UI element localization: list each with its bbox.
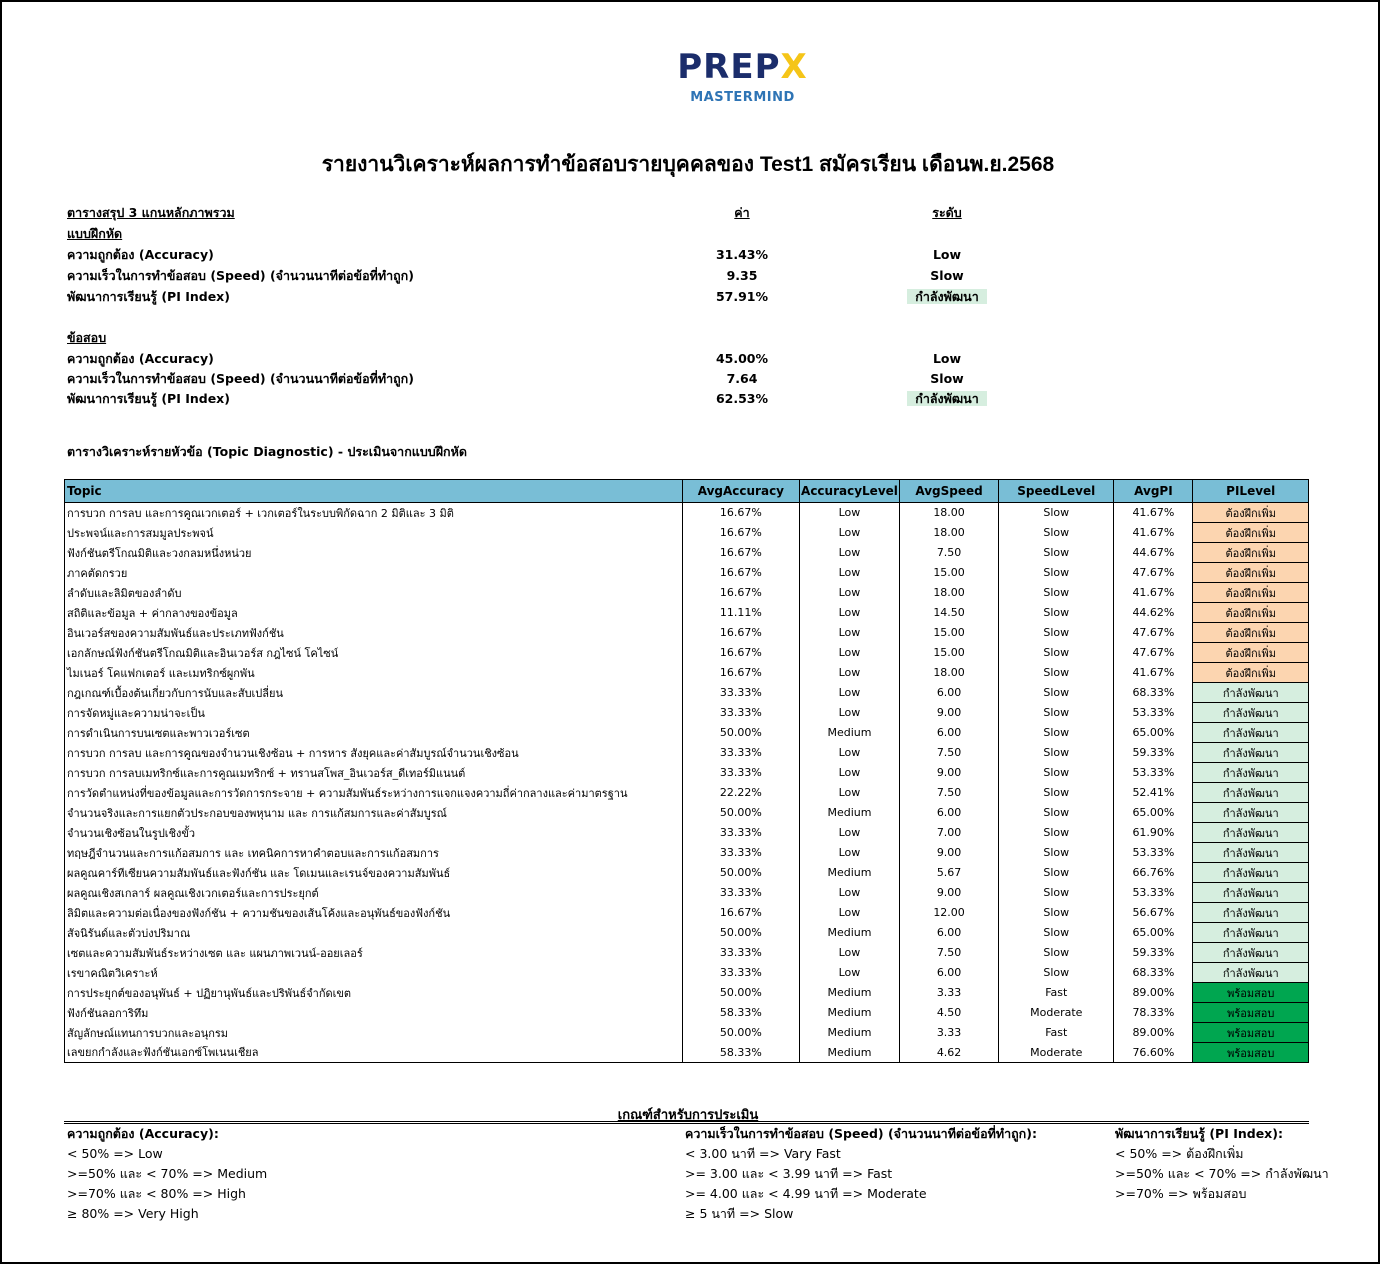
pi-level-cell: ต้องฝึกเพิ่ม <box>1193 563 1309 583</box>
pi-level-cell: กำลังพัฒนา <box>1193 783 1309 803</box>
table-row <box>65 663 1309 683</box>
criteria-accuracy <box>67 1124 267 1224</box>
criteria-item: >= 3.00 และ < 3.99 นาที => Fast <box>685 1166 893 1181</box>
summary-row <box>67 286 1027 307</box>
logo-wordmark <box>655 47 830 87</box>
table-row <box>65 743 1309 763</box>
criteria-accuracy-list <box>67 1144 267 1224</box>
avg-pi-cell: 89.00% <box>1114 1023 1193 1043</box>
column-header-avg-accuracy: AvgAccuracy <box>682 480 799 503</box>
prepx-logo <box>655 47 830 105</box>
speed-level-cell: Slow <box>999 563 1114 583</box>
topic-cell: ผลคูณคาร์ทีเซียนความสัมพันธ์และฟังก์ชัน และ โดเมนและเรนจ์ของความสัมพันธ์ <box>65 863 683 883</box>
table-row <box>65 903 1309 923</box>
avg-accuracy-cell: 33.33% <box>682 703 799 723</box>
criteria-item: >=70% และ < 80% => High <box>67 1186 246 1201</box>
avg-pi-cell: 89.00% <box>1114 983 1193 1003</box>
avg-accuracy-cell: 50.00% <box>682 923 799 943</box>
summary-spacer <box>67 307 1027 327</box>
summary-metric-label: ความถูกต้อง (Accuracy) <box>67 247 214 262</box>
summary-section <box>67 202 1027 408</box>
pi-level-cell: กำลังพัฒนา <box>1193 703 1309 723</box>
accuracy-level-cell: Low <box>800 823 900 843</box>
pi-level-cell: กำลังพัฒนา <box>1193 843 1309 863</box>
topic-cell: ไมเนอร์ โคแฟกเตอร์ และเมทริกซ์ผูกพัน <box>65 663 683 683</box>
table-row <box>65 1023 1309 1043</box>
pi-level-cell: กำลังพัฒนา <box>1193 803 1309 823</box>
pi-level-cell: กำลังพัฒนา <box>1193 943 1309 963</box>
diagnostic-title: ตารางวิเคราะห์รายหัวข้อ (Topic Diagnostic) - ประเมินจากแบบฝึกหัด <box>67 444 467 459</box>
summary-metric-value: 7.64 <box>726 371 758 386</box>
summary-row <box>67 348 1027 368</box>
pi-level-cell: กำลังพัฒนา <box>1193 923 1309 943</box>
summary-section-title-row <box>67 327 1027 348</box>
avg-speed-cell: 6.00 <box>899 803 998 823</box>
pi-level-cell: ต้องฝึกเพิ่ม <box>1193 583 1309 603</box>
accuracy-level-cell: Low <box>800 563 900 583</box>
avg-accuracy-cell: 16.67% <box>682 623 799 643</box>
table-row <box>65 983 1309 1003</box>
pi-level-cell: กำลังพัฒนา <box>1193 863 1309 883</box>
avg-accuracy-cell: 33.33% <box>682 943 799 963</box>
criteria-item: >=50% และ < 70% => กำลังพัฒนา <box>1115 1166 1329 1181</box>
accuracy-level-cell: Low <box>800 783 900 803</box>
criteria-item: ≥ 80% => Very High <box>67 1206 199 1221</box>
topic-cell: การวัดตำแหน่งที่ของข้อมูลและการวัดการกระจาย + ความสัมพันธ์ระหว่างการแจกแจงความถี่ค่ากลางและค่ามาตรฐาน <box>65 783 683 803</box>
avg-speed-cell: 6.00 <box>899 963 998 983</box>
topic-cell: การบวก การลบ และการคูณของจำนวนเชิงซ้อน + การหาร สังยุคและค่าสัมบูรณ์จำนวนเชิงซ้อน <box>65 743 683 763</box>
table-row <box>65 1003 1309 1023</box>
table-header-row <box>65 480 1309 503</box>
pi-level-cell: กำลังพัฒนา <box>1193 723 1309 743</box>
avg-pi-cell: 68.33% <box>1114 683 1193 703</box>
summary-metric-level: Low <box>932 351 962 366</box>
topic-cell: สถิติและข้อมูล + ค่ากลางของข้อมูล <box>65 603 683 623</box>
avg-pi-cell: 68.33% <box>1114 963 1193 983</box>
avg-speed-cell: 18.00 <box>899 523 998 543</box>
level-header: ระดับ <box>932 205 962 220</box>
table-row <box>65 823 1309 843</box>
avg-accuracy-cell: 58.33% <box>682 1003 799 1023</box>
avg-pi-cell: 44.67% <box>1114 543 1193 563</box>
speed-level-cell: Slow <box>999 643 1114 663</box>
logo-main-text: PREP <box>677 47 781 87</box>
accuracy-level-cell: Low <box>800 963 900 983</box>
table-row <box>65 583 1309 603</box>
avg-accuracy-cell: 50.00% <box>682 863 799 883</box>
speed-level-cell: Fast <box>999 1023 1114 1043</box>
column-header-avg-speed: AvgSpeed <box>899 480 998 503</box>
avg-accuracy-cell: 16.67% <box>682 663 799 683</box>
speed-level-cell: Slow <box>999 543 1114 563</box>
accuracy-level-cell: Low <box>800 703 900 723</box>
topic-cell: ลิมิตและความต่อเนื่องของฟังก์ชัน + ความชันของเส้นโค้งและอนุพันธ์ของฟังก์ชัน <box>65 903 683 923</box>
table-row <box>65 683 1309 703</box>
pi-level-cell: ต้องฝึกเพิ่ม <box>1193 503 1309 523</box>
avg-accuracy-cell: 33.33% <box>682 823 799 843</box>
criteria-speed-heading: ความเร็วในการทำข้อสอบ (Speed) (จำนวนนาทีต่อข้อที่ทำถูก): <box>685 1126 1037 1141</box>
pi-level-cell: พร้อมสอบ <box>1193 983 1309 1003</box>
table-body <box>65 503 1309 1063</box>
topic-cell: ฟังก์ชันลอการิทึม <box>65 1003 683 1023</box>
speed-level-cell: Slow <box>999 583 1114 603</box>
avg-speed-cell: 7.50 <box>899 543 998 563</box>
column-header-accuracy-level: AccuracyLevel <box>800 480 900 503</box>
speed-level-cell: Slow <box>999 963 1114 983</box>
column-header-topic: Topic <box>65 480 683 503</box>
speed-level-cell: Slow <box>999 683 1114 703</box>
speed-level-cell: Slow <box>999 923 1114 943</box>
pi-level-cell: พร้อมสอบ <box>1193 1023 1309 1043</box>
report-title: รายงานวิเคราะห์ผลการทำข้อสอบรายบุคคลของ Test1 สมัครเรียน เดือนพ.ย.2568 <box>321 153 1055 176</box>
avg-accuracy-cell: 11.11% <box>682 603 799 623</box>
table-row <box>65 1043 1309 1063</box>
summary-row <box>67 388 1027 408</box>
criteria-item: >=70% => พร้อมสอบ <box>1115 1186 1247 1201</box>
table-row <box>65 643 1309 663</box>
avg-speed-cell: 3.33 <box>899 1023 998 1043</box>
avg-pi-cell: 52.41% <box>1114 783 1193 803</box>
avg-speed-cell: 6.00 <box>899 923 998 943</box>
table-row <box>65 543 1309 563</box>
summary-metric-value: 31.43% <box>715 247 769 262</box>
avg-accuracy-cell: 16.67% <box>682 503 799 523</box>
speed-level-cell: Fast <box>999 983 1114 1003</box>
avg-accuracy-cell: 33.33% <box>682 743 799 763</box>
accuracy-level-cell: Low <box>800 623 900 643</box>
avg-speed-cell: 9.00 <box>899 703 998 723</box>
speed-level-cell: Slow <box>999 803 1114 823</box>
topic-cell: อินเวอร์สของความสัมพันธ์และประเภทฟังก์ชัน <box>65 623 683 643</box>
topic-cell: เลขยกกำลังและฟังก์ชันเอกซ์โพเนนเชียล <box>65 1043 683 1063</box>
avg-pi-cell: 41.67% <box>1114 583 1193 603</box>
avg-speed-cell: 6.00 <box>899 723 998 743</box>
avg-accuracy-cell: 16.67% <box>682 543 799 563</box>
table-row <box>65 963 1309 983</box>
criteria-pi-heading: พัฒนาการเรียนรู้ (PI Index): <box>1115 1126 1283 1141</box>
avg-speed-cell: 15.00 <box>899 623 998 643</box>
speed-level-cell: Slow <box>999 903 1114 923</box>
avg-accuracy-cell: 33.33% <box>682 963 799 983</box>
accuracy-level-cell: Medium <box>800 723 900 743</box>
summary-metric-label: ความถูกต้อง (Accuracy) <box>67 351 214 366</box>
avg-pi-cell: 65.00% <box>1114 923 1193 943</box>
accuracy-level-cell: Medium <box>800 863 900 883</box>
column-header-speed-level: SpeedLevel <box>999 480 1114 503</box>
topic-cell: เซตและความสัมพันธ์ระหว่างเซต และ แผนภาพเวนน์-ออยเลอร์ <box>65 943 683 963</box>
topic-cell: เอกลักษณ์ฟังก์ชันตรีโกณมิติและอินเวอร์ส กฎไซน์ โคไซน์ <box>65 643 683 663</box>
pi-level-cell: กำลังพัฒนา <box>1193 763 1309 783</box>
avg-accuracy-cell: 16.67% <box>682 583 799 603</box>
table-row <box>65 723 1309 743</box>
topic-cell: ฟังก์ชันตรีโกณมิติและวงกลมหนึ่งหน่วย <box>65 543 683 563</box>
pi-level-cell: กำลังพัฒนา <box>1193 823 1309 843</box>
criteria-title: เกณฑ์สำหรับการประเมิน <box>617 1108 759 1123</box>
avg-speed-cell: 7.50 <box>899 783 998 803</box>
avg-pi-cell: 53.33% <box>1114 883 1193 903</box>
pi-level-cell: กำลังพัฒนา <box>1193 883 1309 903</box>
avg-pi-cell: 41.67% <box>1114 663 1193 683</box>
accuracy-level-cell: Low <box>800 603 900 623</box>
topic-cell: การบวก การลบเมทริกซ์และการคูณเมทริกซ์ + ทรานสโพส_อินเวอร์ส_ดีเทอร์มิแนนต์ <box>65 763 683 783</box>
topic-cell: ภาคตัดกรวย <box>65 563 683 583</box>
avg-accuracy-cell: 50.00% <box>682 983 799 1003</box>
accuracy-level-cell: Low <box>800 543 900 563</box>
avg-speed-cell: 12.00 <box>899 903 998 923</box>
avg-speed-cell: 18.00 <box>899 663 998 683</box>
summary-metric-label: ความเร็วในการทำข้อสอบ (Speed) (จำนวนนาทีต่อข้อที่ทำถูก) <box>67 268 414 283</box>
avg-speed-cell: 6.00 <box>899 683 998 703</box>
avg-speed-cell: 7.00 <box>899 823 998 843</box>
avg-speed-cell: 3.33 <box>899 983 998 1003</box>
avg-pi-cell: 47.67% <box>1114 623 1193 643</box>
topic-cell: การจัดหมู่และความน่าจะเป็น <box>65 703 683 723</box>
topic-cell: การประยุกต์ของอนุพันธ์ + ปฏิยานุพันธ์และปริพันธ์จำกัดเขต <box>65 983 683 1003</box>
topic-cell: สัญลักษณ์แทนการบวกและอนุกรม <box>65 1023 683 1043</box>
avg-pi-cell: 76.60% <box>1114 1043 1193 1063</box>
avg-pi-cell: 41.67% <box>1114 523 1193 543</box>
avg-speed-cell: 5.67 <box>899 863 998 883</box>
topic-cell: จำนวนเชิงซ้อนในรูปเชิงขั้ว <box>65 823 683 843</box>
speed-level-cell: Slow <box>999 523 1114 543</box>
avg-accuracy-cell: 50.00% <box>682 723 799 743</box>
accuracy-level-cell: Low <box>800 743 900 763</box>
logo-x-text: X <box>780 47 808 87</box>
accuracy-level-cell: Low <box>800 903 900 923</box>
speed-level-cell: Slow <box>999 763 1114 783</box>
topic-cell: กฎเกณฑ์เบื้องต้นเกี่ยวกับการนับและสับเปลี่ยน <box>65 683 683 703</box>
summary-heading: ตารางสรุป 3 แกนหลักภาพรวม <box>67 205 235 220</box>
topic-cell: ลำดับและลิมิตของลำดับ <box>65 583 683 603</box>
summary-section-title: ข้อสอบ <box>67 330 107 345</box>
table-row <box>65 863 1309 883</box>
pi-level-cell: กำลังพัฒนา <box>1193 683 1309 703</box>
summary-metric-value: 57.91% <box>715 289 769 304</box>
speed-level-cell: Slow <box>999 603 1114 623</box>
pi-level-cell: กำลังพัฒนา <box>1193 743 1309 763</box>
avg-speed-cell: 9.00 <box>899 763 998 783</box>
summary-row <box>67 265 1027 286</box>
pi-level-cell: กำลังพัฒนา <box>1193 963 1309 983</box>
speed-level-cell: Slow <box>999 883 1114 903</box>
speed-level-cell: Slow <box>999 663 1114 683</box>
criteria-item: >=50% และ < 70% => Medium <box>67 1166 268 1181</box>
table-row <box>65 563 1309 583</box>
pi-level-cell: กำลังพัฒนา <box>1193 903 1309 923</box>
summary-metric-label: พัฒนาการเรียนรู้ (PI Index) <box>67 289 230 304</box>
avg-pi-cell: 47.67% <box>1114 563 1193 583</box>
avg-pi-cell: 65.00% <box>1114 803 1193 823</box>
table-row <box>65 523 1309 543</box>
criteria-item: >= 4.00 และ < 4.99 นาที => Moderate <box>685 1186 927 1201</box>
speed-level-cell: Moderate <box>999 1043 1114 1063</box>
accuracy-level-cell: Low <box>800 883 900 903</box>
topic-cell: ผลคูณเชิงสเกลาร์ ผลคูณเชิงเวกเตอร์และการประยุกต์ <box>65 883 683 903</box>
pi-level-cell: ต้องฝึกเพิ่ม <box>1193 603 1309 623</box>
avg-speed-cell: 4.62 <box>899 1043 998 1063</box>
avg-accuracy-cell: 33.33% <box>682 763 799 783</box>
avg-accuracy-cell: 16.67% <box>682 903 799 923</box>
speed-level-cell: Slow <box>999 943 1114 963</box>
pi-level-cell: พร้อมสอบ <box>1193 1043 1309 1063</box>
accuracy-level-cell: Low <box>800 583 900 603</box>
criteria-speed-list <box>685 1144 1037 1224</box>
criteria-item: ≥ 5 นาที => Slow <box>685 1206 794 1221</box>
speed-level-cell: Slow <box>999 843 1114 863</box>
avg-speed-cell: 4.50 <box>899 1003 998 1023</box>
criteria-accuracy-heading: ความถูกต้อง (Accuracy): <box>67 1126 219 1141</box>
avg-accuracy-cell: 50.00% <box>682 803 799 823</box>
accuracy-level-cell: Medium <box>800 803 900 823</box>
speed-level-cell: Moderate <box>999 1003 1114 1023</box>
pi-level-cell: ต้องฝึกเพิ่ม <box>1193 543 1309 563</box>
avg-speed-cell: 18.00 <box>899 503 998 523</box>
accuracy-level-cell: Low <box>800 763 900 783</box>
speed-level-cell: Slow <box>999 723 1114 743</box>
criteria-pi <box>1115 1124 1329 1204</box>
avg-pi-cell: 59.33% <box>1114 943 1193 963</box>
accuracy-level-cell: Medium <box>800 1043 900 1063</box>
table-row <box>65 763 1309 783</box>
column-header-avg-pi: AvgPI <box>1114 480 1193 503</box>
criteria-item: < 3.00 นาที => Vary Fast <box>685 1146 841 1161</box>
avg-pi-cell: 66.76% <box>1114 863 1193 883</box>
topic-cell: จำนวนจริงและการแยกตัวประกอบของพหุนาม และ การแก้สมการและค่าสัมบูรณ์ <box>65 803 683 823</box>
avg-pi-cell: 56.67% <box>1114 903 1193 923</box>
table-row <box>65 703 1309 723</box>
accuracy-level-cell: Low <box>800 663 900 683</box>
avg-speed-cell: 15.00 <box>899 563 998 583</box>
topic-cell: ทฤษฎีจำนวนและการแก้อสมการ และ เทคนิคการหาคำตอบและการแก้อสมการ <box>65 843 683 863</box>
avg-pi-cell: 53.33% <box>1114 843 1193 863</box>
avg-speed-cell: 9.00 <box>899 883 998 903</box>
accuracy-level-cell: Medium <box>800 1003 900 1023</box>
pi-level-cell: พร้อมสอบ <box>1193 1003 1309 1023</box>
accuracy-level-cell: Low <box>800 843 900 863</box>
summary-section-title: แบบฝึกหัด <box>67 226 123 241</box>
topic-cell: สัจนิรันด์และตัวบ่งปริมาณ <box>65 923 683 943</box>
accuracy-level-cell: Low <box>800 643 900 663</box>
avg-accuracy-cell: 16.67% <box>682 523 799 543</box>
accuracy-level-cell: Medium <box>800 1023 900 1043</box>
avg-pi-cell: 61.90% <box>1114 823 1193 843</box>
avg-pi-cell: 65.00% <box>1114 723 1193 743</box>
table-row <box>65 923 1309 943</box>
pi-level-cell: ต้องฝึกเพิ่ม <box>1193 643 1309 663</box>
avg-pi-cell: 41.67% <box>1114 503 1193 523</box>
summary-body <box>67 223 1027 408</box>
summary-metric-level: กำลังพัฒนา <box>907 289 986 304</box>
speed-level-cell: Slow <box>999 823 1114 843</box>
avg-pi-cell: 53.33% <box>1114 763 1193 783</box>
pi-level-cell: ต้องฝึกเพิ่ม <box>1193 623 1309 643</box>
speed-level-cell: Slow <box>999 503 1114 523</box>
speed-level-cell: Slow <box>999 783 1114 803</box>
criteria-pi-list <box>1115 1144 1329 1204</box>
accuracy-level-cell: Low <box>800 683 900 703</box>
accuracy-level-cell: Low <box>800 943 900 963</box>
avg-pi-cell: 47.67% <box>1114 643 1193 663</box>
pi-level-cell: ต้องฝึกเพิ่ม <box>1193 523 1309 543</box>
topic-cell: เรขาคณิตวิเคราะห์ <box>65 963 683 983</box>
avg-speed-cell: 9.00 <box>899 843 998 863</box>
avg-accuracy-cell: 16.67% <box>682 563 799 583</box>
summary-metric-label: ความเร็วในการทำข้อสอบ (Speed) (จำนวนนาทีต่อข้อที่ทำถูก) <box>67 371 414 386</box>
summary-metric-level: Slow <box>930 268 964 283</box>
avg-accuracy-cell: 16.67% <box>682 643 799 663</box>
value-header: ค่า <box>734 205 750 220</box>
criteria-item: < 50% => ต้องฝึกเพิ่ม <box>1115 1146 1244 1161</box>
accuracy-level-cell: Medium <box>800 923 900 943</box>
avg-accuracy-cell: 33.33% <box>682 683 799 703</box>
topic-cell: ประพจน์และการสมมูลประพจน์ <box>65 523 683 543</box>
summary-metric-value: 62.53% <box>715 391 769 406</box>
avg-accuracy-cell: 22.22% <box>682 783 799 803</box>
summary-row <box>67 244 1027 265</box>
summary-section-title-row <box>67 223 1027 244</box>
accuracy-level-cell: Low <box>800 503 900 523</box>
speed-level-cell: Slow <box>999 863 1114 883</box>
pi-level-cell: ต้องฝึกเพิ่ม <box>1193 663 1309 683</box>
avg-pi-cell: 59.33% <box>1114 743 1193 763</box>
summary-metric-level: Slow <box>930 371 964 386</box>
table-row <box>65 943 1309 963</box>
table-row <box>65 883 1309 903</box>
speed-level-cell: Slow <box>999 703 1114 723</box>
avg-speed-cell: 18.00 <box>899 583 998 603</box>
avg-pi-cell: 53.33% <box>1114 703 1193 723</box>
summary-metric-value: 45.00% <box>715 351 769 366</box>
topic-cell: การบวก การลบ และการคูณเวกเตอร์ + เวกเตอร์ในระบบพิกัดฉาก 2 มิติและ 3 มิติ <box>65 503 683 523</box>
avg-accuracy-cell: 58.33% <box>682 1043 799 1063</box>
accuracy-level-cell: Low <box>800 523 900 543</box>
speed-level-cell: Slow <box>999 623 1114 643</box>
summary-metric-level: Low <box>932 247 962 262</box>
table-row <box>65 843 1309 863</box>
avg-speed-cell: 15.00 <box>899 643 998 663</box>
avg-speed-cell: 14.50 <box>899 603 998 623</box>
table-row <box>65 503 1309 523</box>
avg-speed-cell: 7.50 <box>899 743 998 763</box>
avg-pi-cell: 44.62% <box>1114 603 1193 623</box>
column-header-pi-level: PILevel <box>1193 480 1309 503</box>
criteria-item: < 50% => Low <box>67 1146 163 1161</box>
topic-cell: การดำเนินการบนเซตและพาวเวอร์เซต <box>65 723 683 743</box>
avg-accuracy-cell: 33.33% <box>682 883 799 903</box>
table-row <box>65 603 1309 623</box>
summary-row <box>67 368 1027 388</box>
speed-level-cell: Slow <box>999 743 1114 763</box>
logo-subtitle: MASTERMIND <box>690 90 795 105</box>
summary-metric-level: กำลังพัฒนา <box>907 391 986 406</box>
summary-metric-value: 9.35 <box>726 268 758 283</box>
table-row <box>65 623 1309 643</box>
criteria-speed <box>685 1124 1037 1224</box>
avg-pi-cell: 78.33% <box>1114 1003 1193 1023</box>
avg-accuracy-cell: 33.33% <box>682 843 799 863</box>
table-row <box>65 783 1309 803</box>
summary-metric-label: พัฒนาการเรียนรู้ (PI Index) <box>67 391 230 406</box>
table-row <box>65 803 1309 823</box>
summary-header-row <box>67 202 1027 223</box>
accuracy-level-cell: Medium <box>800 983 900 1003</box>
topic-diagnostic-table <box>64 479 1309 1063</box>
avg-speed-cell: 7.50 <box>899 943 998 963</box>
avg-accuracy-cell: 50.00% <box>682 1023 799 1043</box>
